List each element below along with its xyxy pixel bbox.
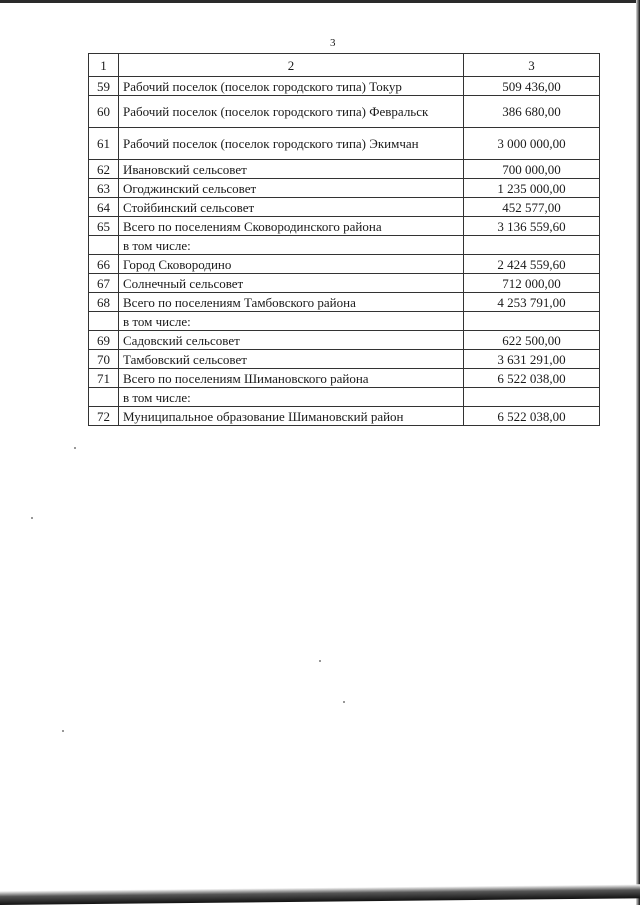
row-amount-cell: 712 000,00 xyxy=(464,274,600,293)
scan-edge-top xyxy=(0,0,640,3)
table-row xyxy=(89,198,600,217)
table-row xyxy=(89,77,600,96)
scan-speck xyxy=(319,660,321,662)
table-row xyxy=(89,274,600,293)
row-name-cell: Солнечный сельсовет xyxy=(119,274,464,293)
row-number-cell: 71 xyxy=(89,369,119,388)
row-amount-cell: 1 235 000,00 xyxy=(464,179,600,198)
row-number-cell: 65 xyxy=(89,217,119,236)
table-subheader-row xyxy=(89,312,600,331)
row-amount-cell: 509 436,00 xyxy=(464,77,600,96)
row-number-cell xyxy=(89,236,119,255)
row-amount-cell: 3 000 000,00 xyxy=(464,128,600,160)
row-amount-cell: 6 522 038,00 xyxy=(464,369,600,388)
scan-edge-right xyxy=(636,0,640,905)
allocation-table xyxy=(88,53,600,426)
row-amount-cell: 2 424 559,60 xyxy=(464,255,600,274)
row-number-cell: 59 xyxy=(89,77,119,96)
row-number-cell: 63 xyxy=(89,179,119,198)
row-number-cell xyxy=(89,312,119,331)
table-row xyxy=(89,293,600,312)
row-amount-cell: 3 136 559,60 xyxy=(464,217,600,236)
row-name-cell: Стойбинский сельсовет xyxy=(119,198,464,217)
row-name-cell: Всего по поселениям Тамбовского района xyxy=(119,293,464,312)
row-number-cell: 68 xyxy=(89,293,119,312)
row-amount-cell xyxy=(464,236,600,255)
row-number-cell: 72 xyxy=(89,407,119,426)
row-number-cell: 61 xyxy=(89,128,119,160)
table-row xyxy=(89,369,600,388)
table-row xyxy=(89,255,600,274)
table-row xyxy=(89,217,600,236)
row-name-cell: Город Сковородино xyxy=(119,255,464,274)
row-number-cell xyxy=(89,388,119,407)
row-name-cell: Садовский сельсовет xyxy=(119,331,464,350)
scan-speck xyxy=(343,701,345,703)
row-name-cell: Всего по поселениям Сковородинского района xyxy=(119,217,464,236)
scan-speck xyxy=(74,447,76,449)
table-row xyxy=(89,128,600,160)
row-amount-cell: 4 253 791,00 xyxy=(464,293,600,312)
scan-edge-bottom xyxy=(0,884,640,905)
table-header-row xyxy=(89,54,600,77)
table-body xyxy=(89,54,600,426)
row-number-cell: 67 xyxy=(89,274,119,293)
row-name-cell: Рабочий поселок (поселок городского типа) Февральск xyxy=(119,96,464,128)
scan-speck xyxy=(62,730,64,732)
table-row xyxy=(89,350,600,369)
row-name-cell: в том числе: xyxy=(119,312,464,331)
scan-speck xyxy=(31,517,33,519)
table-row xyxy=(89,407,600,426)
row-amount-cell: 386 680,00 xyxy=(464,96,600,128)
row-number-cell: 70 xyxy=(89,350,119,369)
row-amount-cell xyxy=(464,388,600,407)
page-number: 3 xyxy=(330,37,336,49)
row-amount-cell xyxy=(464,312,600,331)
row-amount-cell: 622 500,00 xyxy=(464,331,600,350)
row-name-cell: Всего по поселениям Шимановского района xyxy=(119,369,464,388)
row-number-cell: 66 xyxy=(89,255,119,274)
row-amount-cell: 452 577,00 xyxy=(464,198,600,217)
header-col-3: 3 xyxy=(464,54,600,77)
table-row xyxy=(89,160,600,179)
row-name-cell: Огоджинский сельсовет xyxy=(119,179,464,198)
table-row xyxy=(89,179,600,198)
row-name-cell: Ивановский сельсовет xyxy=(119,160,464,179)
row-amount-cell: 700 000,00 xyxy=(464,160,600,179)
header-col-1: 1 xyxy=(89,54,119,77)
row-name-cell: Рабочий поселок (поселок городского типа) Экимчан xyxy=(119,128,464,160)
row-number-cell: 62 xyxy=(89,160,119,179)
table-subheader-row xyxy=(89,388,600,407)
row-name-cell: Муниципальное образование Шимановский район xyxy=(119,407,464,426)
row-name-cell: Рабочий поселок (поселок городского типа) Токур xyxy=(119,77,464,96)
table-row xyxy=(89,331,600,350)
row-amount-cell: 3 631 291,00 xyxy=(464,350,600,369)
row-number-cell: 69 xyxy=(89,331,119,350)
row-number-cell: 60 xyxy=(89,96,119,128)
row-amount-cell: 6 522 038,00 xyxy=(464,407,600,426)
row-number-cell: 64 xyxy=(89,198,119,217)
table-row xyxy=(89,96,600,128)
row-name-cell: в том числе: xyxy=(119,236,464,255)
table-subheader-row xyxy=(89,236,600,255)
row-name-cell: в том числе: xyxy=(119,388,464,407)
header-col-2: 2 xyxy=(119,54,464,77)
row-name-cell: Тамбовский сельсовет xyxy=(119,350,464,369)
